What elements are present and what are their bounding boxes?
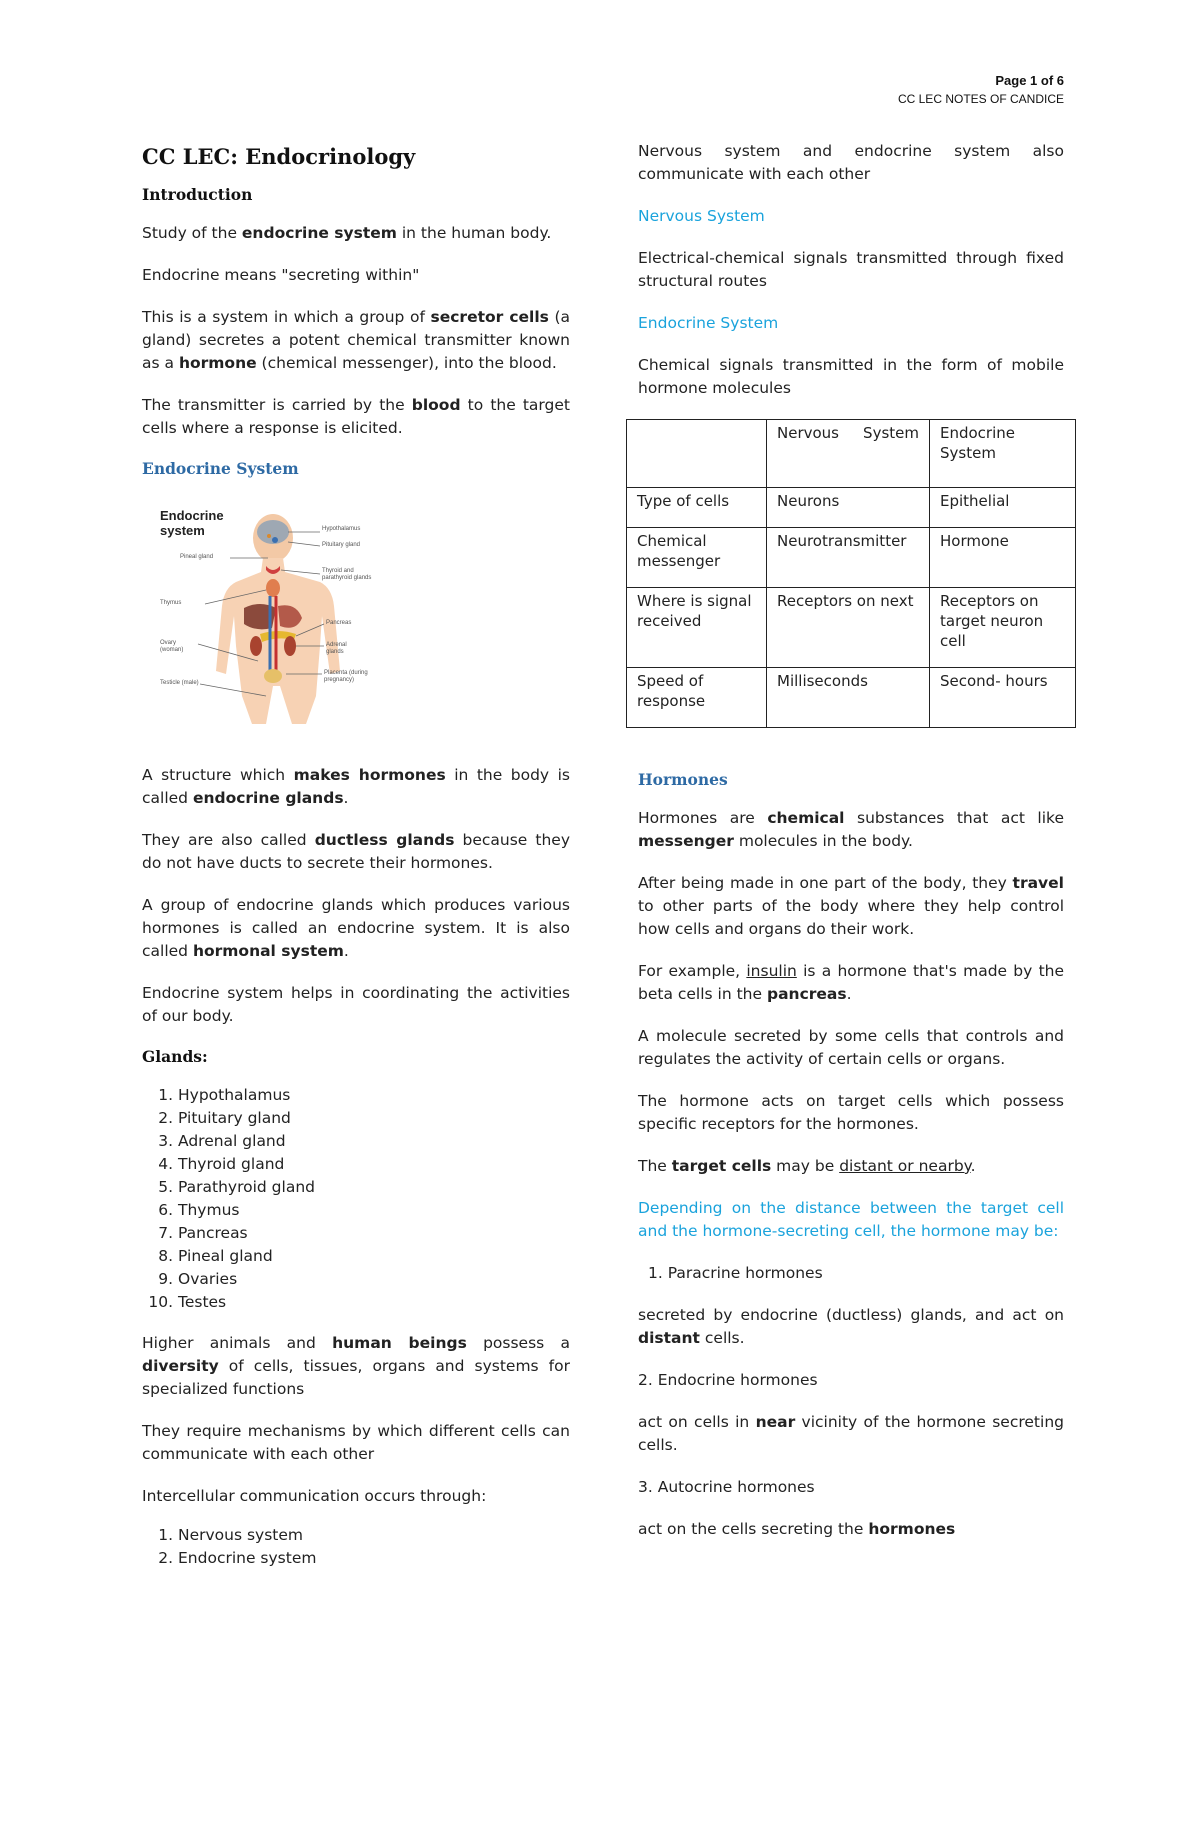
table-cell: Epithelial [930,488,1076,528]
glands-paragraph-4: Endocrine system helps in coordinating the activities of our body. [142,984,570,1025]
figure-label-pituitary: Pituitary gland [322,542,361,548]
intro-heading: Introduction [142,185,253,204]
autocrine-label: 3. Autocrine hormones [638,1478,815,1496]
list-item: 1. Nervous system [178,1524,570,1547]
hormones-paragraph-2: After being made in one part of the body, they travel to other parts of the body where they help control how cells and organs do their work. [638,874,1064,938]
glands-heading: Glands: [142,1047,208,1066]
glands-paragraph-2: They are also called ductless glands because they do not have ducts to secrete their hormones. [142,831,571,872]
intro-paragraph-4: The transmitter is carried by the blood to the target cells where a response is elicited. [142,396,570,437]
list-item: 1. Hypothalamus [178,1084,570,1107]
page-header [898,72,1064,108]
table-header-cell: Endocrine System [930,420,1076,488]
hormones-paragraph-3: For example, insulin is a hormone that's made by the beta cells in the pancreas. [638,962,1065,1003]
table-cell: Neurotransmitter [767,528,930,588]
intro-paragraph-3: This is a system in which a group of secretor cells (a gland) secretes a potent chemical transmitter known as a hormone (chemical messenger), into the blood. [142,308,571,372]
figure-label-placenta: Placenta (during pregnancy) [324,670,368,683]
table-cell: Neurons [767,488,930,528]
list-item: 7. Pancreas [178,1222,570,1245]
diversity-paragraph: Higher animals and human beings possess a diversity of cells, tissues, organs and systems for specialized functions [142,1334,571,1398]
figure-title: Endocrine system [160,508,224,538]
table-cell: Second- hours [930,668,1076,728]
list-item: 4. Thyroid gland [178,1153,570,1176]
list-item: 2. Endocrine system [178,1547,570,1570]
intro-paragraph-2: Endocrine means "secreting within" [142,266,420,284]
table-cell: Hormone [930,528,1076,588]
endocrine-system-subheading: Endocrine System [638,314,779,332]
comparison-table [626,419,1076,728]
figure-label-pineal: Pineal gland [180,554,214,560]
list-item: 5. Parathyroid gland [178,1176,570,1199]
figure-label-testicle: Testicle (male) [160,680,199,686]
table-row [627,528,1076,588]
table-cell: Receptors on target neuron cell [930,588,1076,668]
table-cell [627,420,767,488]
figure-label-thymus: Thymus [160,600,182,606]
table-cell: Speed of response [627,668,767,728]
autocrine-description: act on the cells secreting the hormones [638,1520,956,1538]
paracrine-label: 1. Paracrine hormones [648,1264,823,1282]
list-item: 6. Thymus [178,1199,570,1222]
hormones-paragraph-6: The target cells may be distant or nearby. [638,1157,976,1175]
figure-label-hypothalamus: Hypothalamus [322,526,361,532]
table-row [627,588,1076,668]
list-item: 3. Adrenal gland [178,1130,570,1153]
table-row [627,488,1076,528]
communication-list [142,1524,570,1570]
table-cell: Milliseconds [767,668,930,728]
list-item: 8. Pineal gland [178,1245,570,1268]
nervous-system-heading: Nervous System [638,207,765,225]
figure-label-ovary: Ovary (woman) [160,640,184,653]
table-cell: Receptors on next [767,588,930,668]
nervous-system-text: Electrical-chemical signals transmitted through fixed structural routes [638,249,1064,290]
table-cell: Where is signal received [627,588,767,668]
glands-paragraph-3: A group of endocrine glands which produces various hormones is called an endocrine system. It is also called hormonal system. [142,896,570,960]
table-header-cell: Nervous System [767,420,930,488]
document-title: CC LEC: Endocrinology [142,144,416,169]
hormones-heading: Hormones [638,770,728,789]
table-cell: Type of cells [627,488,767,528]
right-column [638,140,1064,1560]
endocrine-system-figure [160,496,390,726]
endocrine-system-text: Chemical signals transmitted in the form of mobile hormone molecules [638,356,1064,397]
communicate-paragraph: Nervous system and endocrine system also communicate with each other [638,142,1064,183]
figure-label-pancreas: Pancreas [326,620,352,626]
list-item: 10. Testes [178,1291,570,1314]
glands-paragraph-1: A structure which makes hormones in the body is called endocrine glands. [142,766,570,807]
mechanisms-paragraph: They require mechanisms by which different cells can communicate with each other [142,1422,570,1463]
hormone-distance-paragraph: Depending on the distance between the target cell and the hormone-secreting cell, the hormone may be: [638,1199,1064,1240]
hormones-paragraph-1: Hormones are chemical substances that act like messenger molecules in the body. [638,809,1064,850]
hormones-paragraph-5: The hormone acts on target cells which possess specific receptors for the hormones. [638,1092,1064,1133]
endocrine-description: act on cells in near vicinity of the hormone secreting cells. [638,1413,1064,1454]
left-column [142,140,570,1588]
table-cell: Chemical messenger [627,528,767,588]
endocrine-system-heading: Endocrine System [142,459,299,478]
endocrine-label: 2. Endocrine hormones [638,1371,818,1389]
list-item: 9. Ovaries [178,1268,570,1291]
figure-label-thyroid: Thyroid and parathyroid glands [322,568,372,581]
hormones-paragraph-4: A molecule secreted by some cells that controls and regulates the activity of certain cells or organs. [638,1027,1064,1068]
intro-paragraph-1: Study of the endocrine system in the human body. [142,224,552,242]
intercellular-paragraph: Intercellular communication occurs through: [142,1487,487,1505]
page-number: Page 1 of 6 [995,73,1064,88]
figure-label-adrenal: Adrenal glands [326,642,347,655]
glands-list [142,1084,570,1314]
table-row [627,668,1076,728]
header-notes: CC LEC NOTES OF CANDICE [897,92,1064,106]
table-header-row [627,420,1076,488]
list-item: 2. Pituitary gland [178,1107,570,1130]
paracrine-description: secreted by endocrine (ductless) glands, and act on distant cells. [638,1306,1064,1347]
